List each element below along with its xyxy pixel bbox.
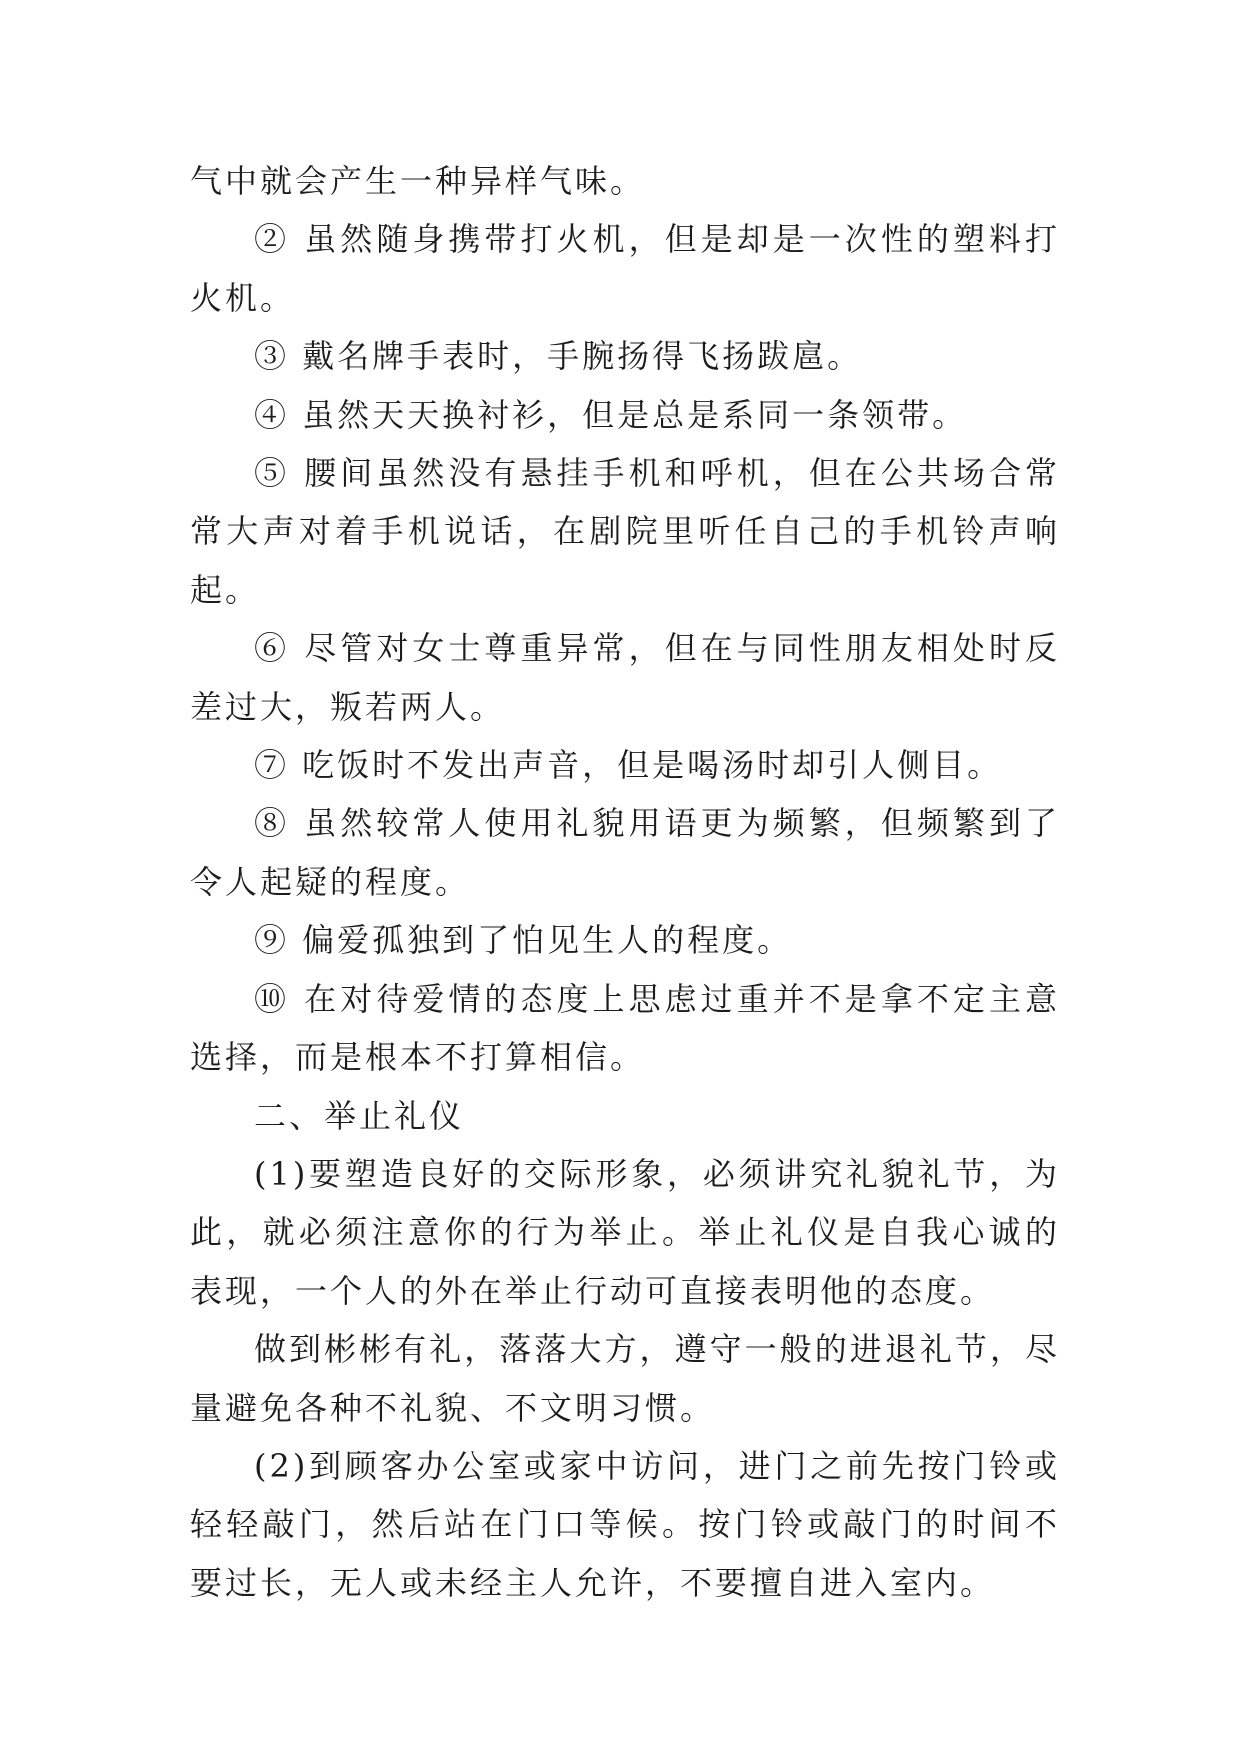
list-item-9: ⑨ 偏爱孤独到了怕见生人的程度。 [254,921,793,960]
list-item-7: ⑦ 吃饭时不发出声音，但是喝汤时却引人侧目。 [254,746,1003,785]
list-item-3: ③ 戴名牌手表时，手腕扬得飞扬跋扈。 [254,337,863,376]
paragraph-3: (2)到顾客办公室或家中访问，进门之前先按门铃或轻轻敲门，然后站在门口等候。按门铃或敲门的时间不要过长，无人或未经主人允许，不要擅自进入室内。 [190,1446,1060,1602]
list-item-8: ⑧ 虽然较常人使用礼貌用语更为频繁，但频繁到了令人起疑的程度。 [190,804,1060,901]
list-item-4: ④ 虽然天天换衬衫，但是总是系同一条领带。 [254,395,968,434]
paragraph-1: (1)要塑造良好的交际形象，必须讲究礼貌礼节，为此，就必须注意你的行为举止。举止礼仪是自我心诚的表现，一个人的外在举止行动可直接表明他的态度。 [190,1154,1060,1310]
list-item-6: ⑥ 尽管对女士尊重异常，但在与同性朋友相处时反差过大，叛若两人。 [190,629,1060,726]
paragraph-2: 做到彬彬有礼，落落大方，遵守一般的进退礼节，尽量避免各种不礼貌、不文明习惯。 [190,1330,1060,1427]
paragraph-continuation: 气中就会产生一种异样气味。 [190,162,646,200]
section-heading: 二、举止礼仪 [254,1096,465,1135]
document-body [190,152,1060,1612]
list-item-10: ⑩ 在对待爱情的态度上思虑过重并不是拿不定主意选择，而是根本不打算相信。 [190,979,1060,1077]
list-item-2: ② 虽然随身携带打火机，但是却是一次性的塑料打火机。 [190,220,1060,317]
list-item-5: ⑤ 腰间虽然没有悬挂手机和呼机，但在公共场合常常大声对着手机说话，在剧院里听任自己的手机铃声响起。 [190,454,1060,609]
